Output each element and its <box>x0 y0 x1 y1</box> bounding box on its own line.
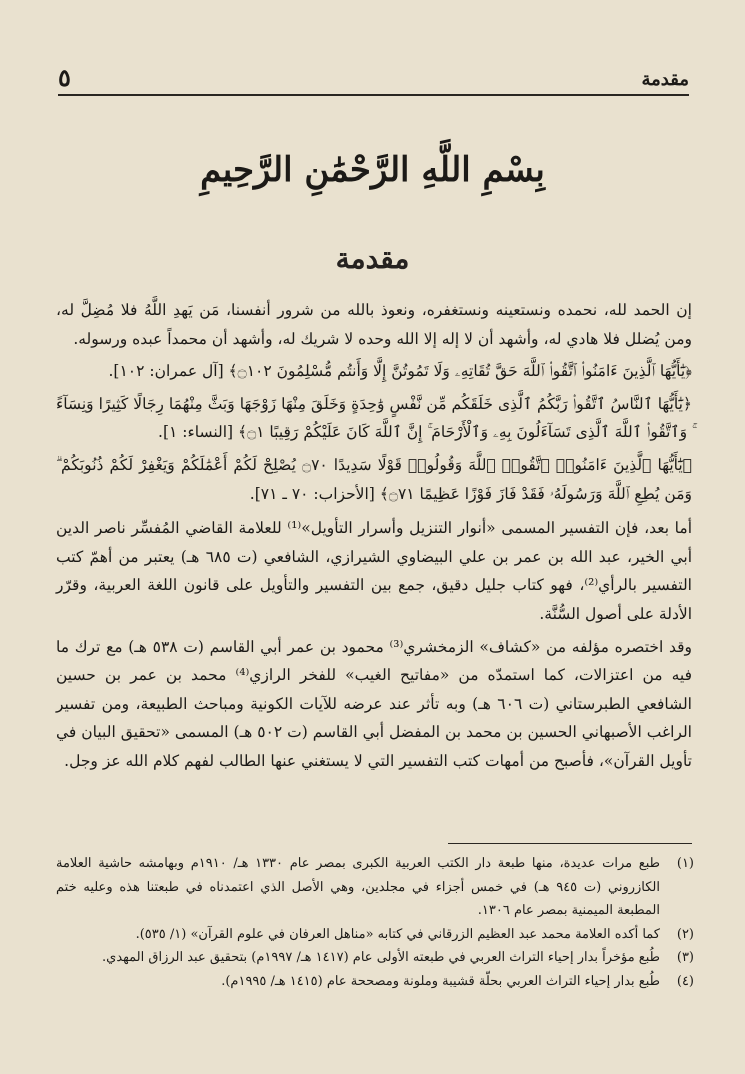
footnote-text: كما أكده العلامة محمد عبد العظيم الزرقاني في كتابه «مناهل العرفان في علوم القرآن» (١/ ٥٣٥). <box>135 926 660 942</box>
footnote-number: (٣) <box>676 950 694 966</box>
quran-verse-1: ﴿يَٰٓأَيُّهَا ٱلَّذِينَ ءَامَنُوا۟ ٱتَّقُوا۟ ٱللَّهَ حَقَّ تُقَاتِهِۦ وَلَا تَمُوتُنَّ إِلَّا وَأَنتُم مُّسْلِمُونَ ۝١٠٢﴾ [آل عمران: ١٠٢]. <box>108 362 692 381</box>
footnote-number: (٢) <box>676 926 694 942</box>
footnote-separator <box>448 843 692 844</box>
footnote-item <box>56 946 694 970</box>
basmala-calligraphy: بِسْمِ اللَّهِ الرَّحْمَٰنِ الرَّحِيمِ <box>200 150 545 190</box>
quran-verse-3: ﴿يَٰٓأَيُّهَا ٱلَّذِينَ ءَامَنُوا۟ ٱتَّقُوا۟ ٱللَّهَ وَقُولُوا۟ قَوْلًا سَدِيدًا ۝٧٠ يُصْلِحْ لَكُمْ أَعْمَٰلَكُمْ وَيَغْفِرْ لَكُمْ ذُنُوبَكُمْ ۗ وَمَن يُطِعِ ٱللَّهَ وَرَسُولَهُۥ فَقَدْ فَازَ فَوْزًا عَظِيمًا ۝٧١﴾ [الأحزاب: ٧٠ ـ ٧١]. <box>56 455 692 503</box>
opening-paragraph: إن الحمد لله، نحمده ونستعينه ونستغفره، ونعوذ بالله من شرور أنفسنا، مَن يَهدِ اللَّهُ فلا مُضِلَّ له، ومن يُضلل فلا هادي له، وأشهد أن لا إله إلا الله وحده لا شريك له، وأشهد أن محمداً عبده ورسوله. <box>56 301 692 348</box>
section-title: مقدمة <box>335 242 410 275</box>
paragraph-tafsir-intro: أما بعد، فإن التفسير المسمى «أنوار التنزيل وأسرار التأويل»⁽¹⁾ للعلامة القاضي المُفسِّر ناصر الدين أبي الخير، عبد الله بن عمر بن علي البيضاوي الشيرازي، الشافعي (ت ٦٨٥ هـ) يعتبر من أهمّ كتب التفسير بالرأي⁽²⁾، فهو كتاب جليل دقيق، جمع بين التفسير والتأويل على قانون اللغة العربية، وقرّر الأدلة على أصول السُّنَّة. <box>56 519 693 623</box>
main-text <box>56 296 692 776</box>
page-header <box>58 58 689 96</box>
footnotes <box>56 852 694 994</box>
footnote-text: طُبع بدار إحياء التراث العربي بحلّة قشيبة وملونة ومصححة عام (١٤١٥ هـ/ ١٩٩٥م). <box>221 973 660 989</box>
running-header-title: مقدمة <box>641 69 689 90</box>
footnote-item <box>56 852 694 923</box>
footnote-text: طُبع مؤخراً بدار إحياء التراث العربي في طبعته الأولى عام (١٤١٧ هـ/ ١٩٩٧م) بتحقيق عبد الرزاق المهدي. <box>102 950 660 966</box>
footnote-number: (١) <box>676 856 694 871</box>
page-number: ٥ <box>58 63 71 92</box>
footnote-number: (٤) <box>676 973 694 989</box>
footnote-text: طبع مرات عديدة، منها طبعة دار الكتب العربية الكبرى بمصر عام ١٣٣٠ هـ/ ١٩١٠م وبهامشه حاشية العلامة الكازروني (ت ٩٤٥ هـ) في خمس أجزاء في مجلدين، وهي الأصل الذي اعتمدناه في طبعتنا هذه وعليه ختم المطبعة الميمنية بمصر عام ١٣٠٦. <box>56 856 660 919</box>
footnote-item <box>56 970 694 994</box>
footnote-item <box>56 923 694 947</box>
paragraph-tafsir-sources: وقد اختصره مؤلفه من «كشاف» الزمخشري⁽³⁾ محمود بن عمر أبي القاسم (ت ٥٣٨ هـ) مع ترك ما فيه من اعتزالات، كما استمدّه من «مفاتيح الغيب» للفخر الرازي⁽⁴⁾ محمد بن عمر بن حسين الشافعي الطبرستاني (ت ٦٠٦ هـ) وبه تأثر عند عرضه للآيات الكونية ومباحث الطبيعة، ومن تفسير الراغب الأصبهاني الحسين بن محمد بن المفضل أبي القاسم (ت ٥٠٢ هـ) المسمى «تحقيق البيان في تأويل القرآن»، فأصبح من أمهات كتب التفسير التي لا يستغني عنها الطالب لفهم كلام الله عز وجل. <box>56 637 692 770</box>
quran-verse-2: ﴿يَٰٓأَيُّهَا ٱلنَّاسُ ٱتَّقُوا۟ رَبَّكُمُ ٱلَّذِى خَلَقَكُم مِّن نَّفْسٍ وَٰحِدَةٍ وَخَلَقَ مِنْهَا زَوْجَهَا وَبَثَّ مِنْهُمَا رِجَالًا كَثِيرًا وَنِسَآءً ۚ وَٱتَّقُوا۟ ٱللَّهَ ٱلَّذِى تَسَآءَلُونَ بِهِۦ وَٱلْأَرْحَامَ ۚ إِنَّ ٱللَّهَ كَانَ عَلَيْكُمْ رَقِيبًا ۝١﴾ [النساء: ١]. <box>56 394 692 442</box>
